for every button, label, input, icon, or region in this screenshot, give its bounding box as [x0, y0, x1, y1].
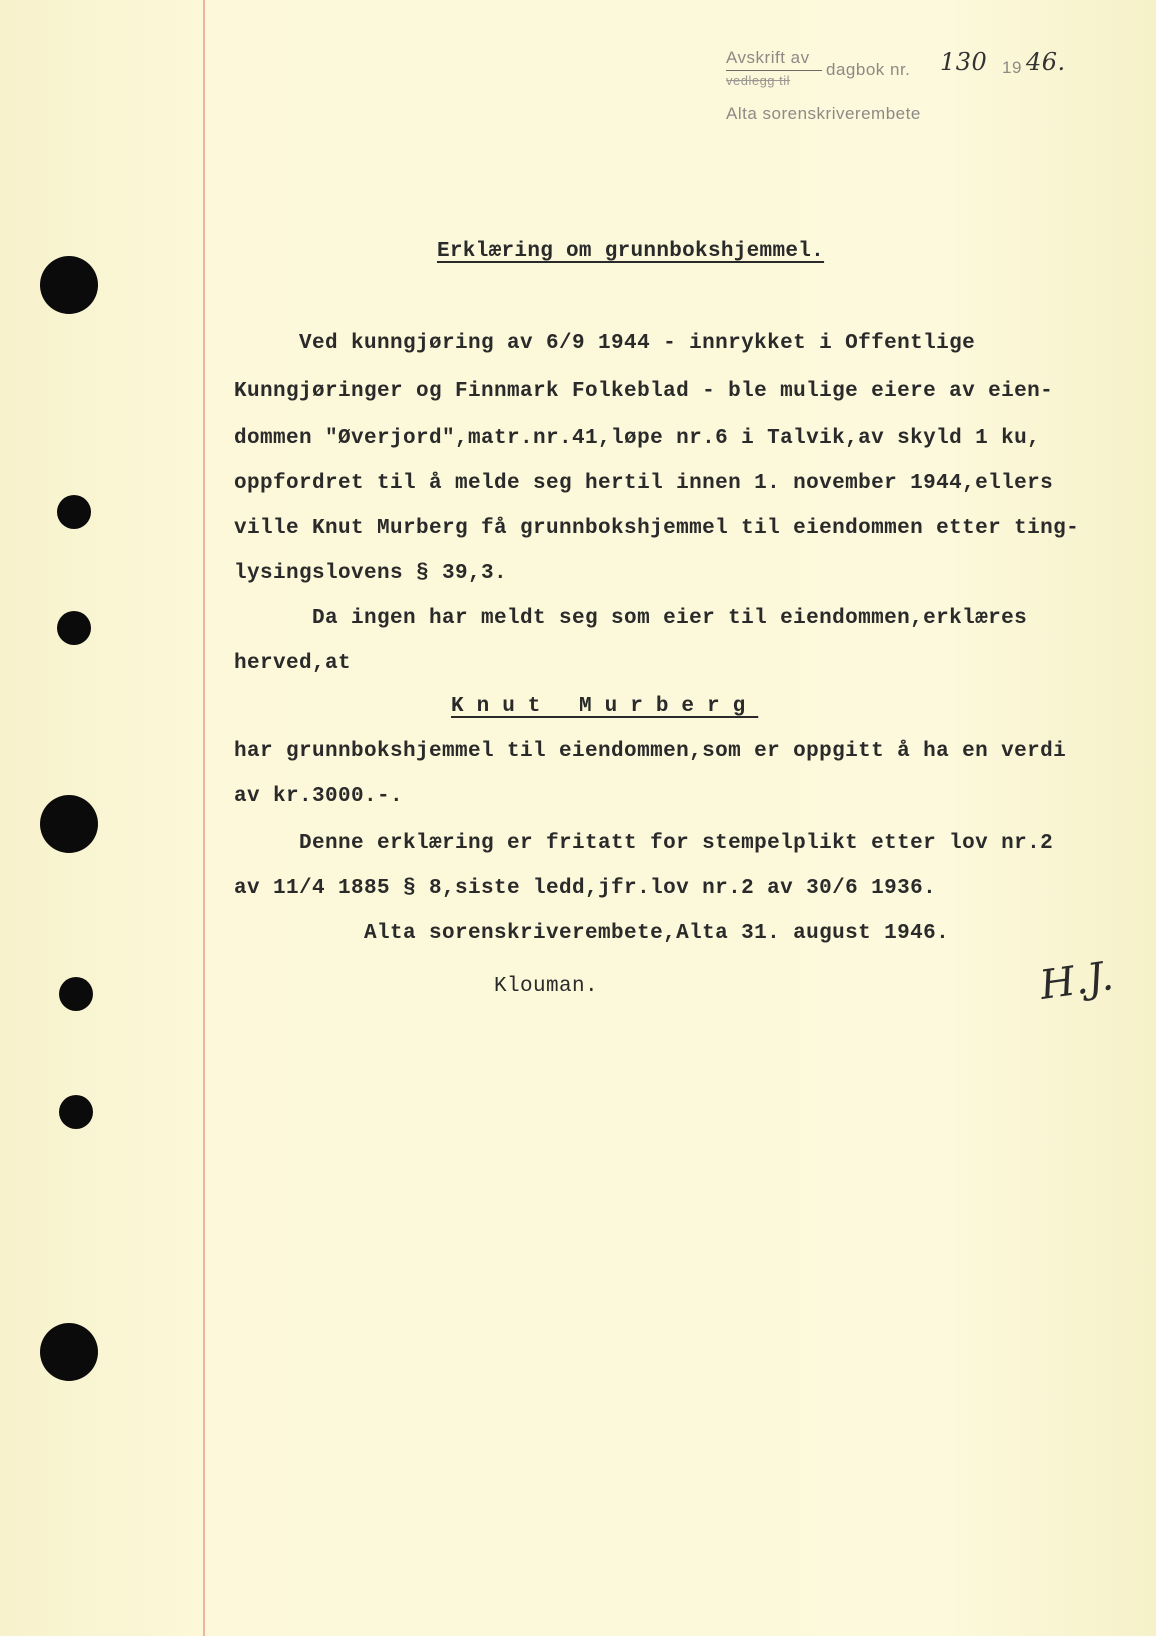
body-line: har grunnbokshjemmel til eiendommen,som er oppgitt å ha en verdi: [234, 740, 1067, 763]
body-line: ville Knut Murberg få grunnbokshjemmel til eiendommen etter ting-: [234, 517, 1080, 540]
body-line: Denne erklæring er fritatt for stempelplikt etter lov nr.2: [234, 832, 1054, 855]
signature-name: Klouman.: [234, 975, 599, 998]
body-line: Da ingen har meldt seg som eier til eiendommen,erklæres: [234, 607, 1028, 630]
body-line: Ved kunngjøring av 6/9 1944 - innrykket i Offentlige: [234, 332, 976, 355]
handwritten-initials: H.J.: [1037, 953, 1117, 1009]
body-line: Alta sorenskriverembete,Alta 31. august 1946.: [234, 922, 950, 945]
punch-hole: [40, 795, 98, 853]
body-line: av 11/4 1885 § 8,siste ledd,jfr.lov nr.2 av 30/6 1936.: [234, 877, 937, 900]
header-avskrift: Avskrift av: [726, 48, 810, 67]
punch-hole: [57, 611, 91, 645]
header-office: Alta sorenskriverembete: [726, 104, 921, 123]
document-title: Erklæring om grunnbokshjemmel.: [437, 240, 825, 263]
header-dagbok-label: dagbok nr.: [826, 60, 911, 79]
header-year-prefix: 19: [1002, 58, 1022, 77]
handwritten-year: 46.: [1026, 48, 1066, 76]
body-line: oppfordret til å melde seg hertil innen 1. november 1944,ellers: [234, 472, 1054, 495]
margin-line: [203, 0, 205, 1636]
body-line: lysingslovens § 39,3.: [234, 562, 508, 585]
punch-hole: [40, 256, 98, 314]
body-line: Kunngjøringer og Finnmark Folkeblad - ble mulige eiere av eien-: [234, 380, 1054, 403]
body-line: av kr.3000.-.: [234, 785, 404, 808]
punch-hole: [57, 495, 91, 529]
handwritten-journal-number: 130: [940, 48, 988, 76]
registry-header: [726, 48, 1126, 123]
punch-hole: [40, 1323, 98, 1381]
header-underline: [726, 70, 822, 71]
punch-hole: [59, 977, 93, 1011]
header-struck-text: vedlegg til: [726, 73, 791, 88]
named-person: Knut Murberg: [451, 695, 759, 718]
punch-hole: [59, 1095, 93, 1129]
body-line: dommen "Øverjord",matr.nr.41,løpe nr.6 i Talvik,av skyld 1 ku,: [234, 427, 1041, 450]
body-line: herved,at: [234, 652, 352, 675]
